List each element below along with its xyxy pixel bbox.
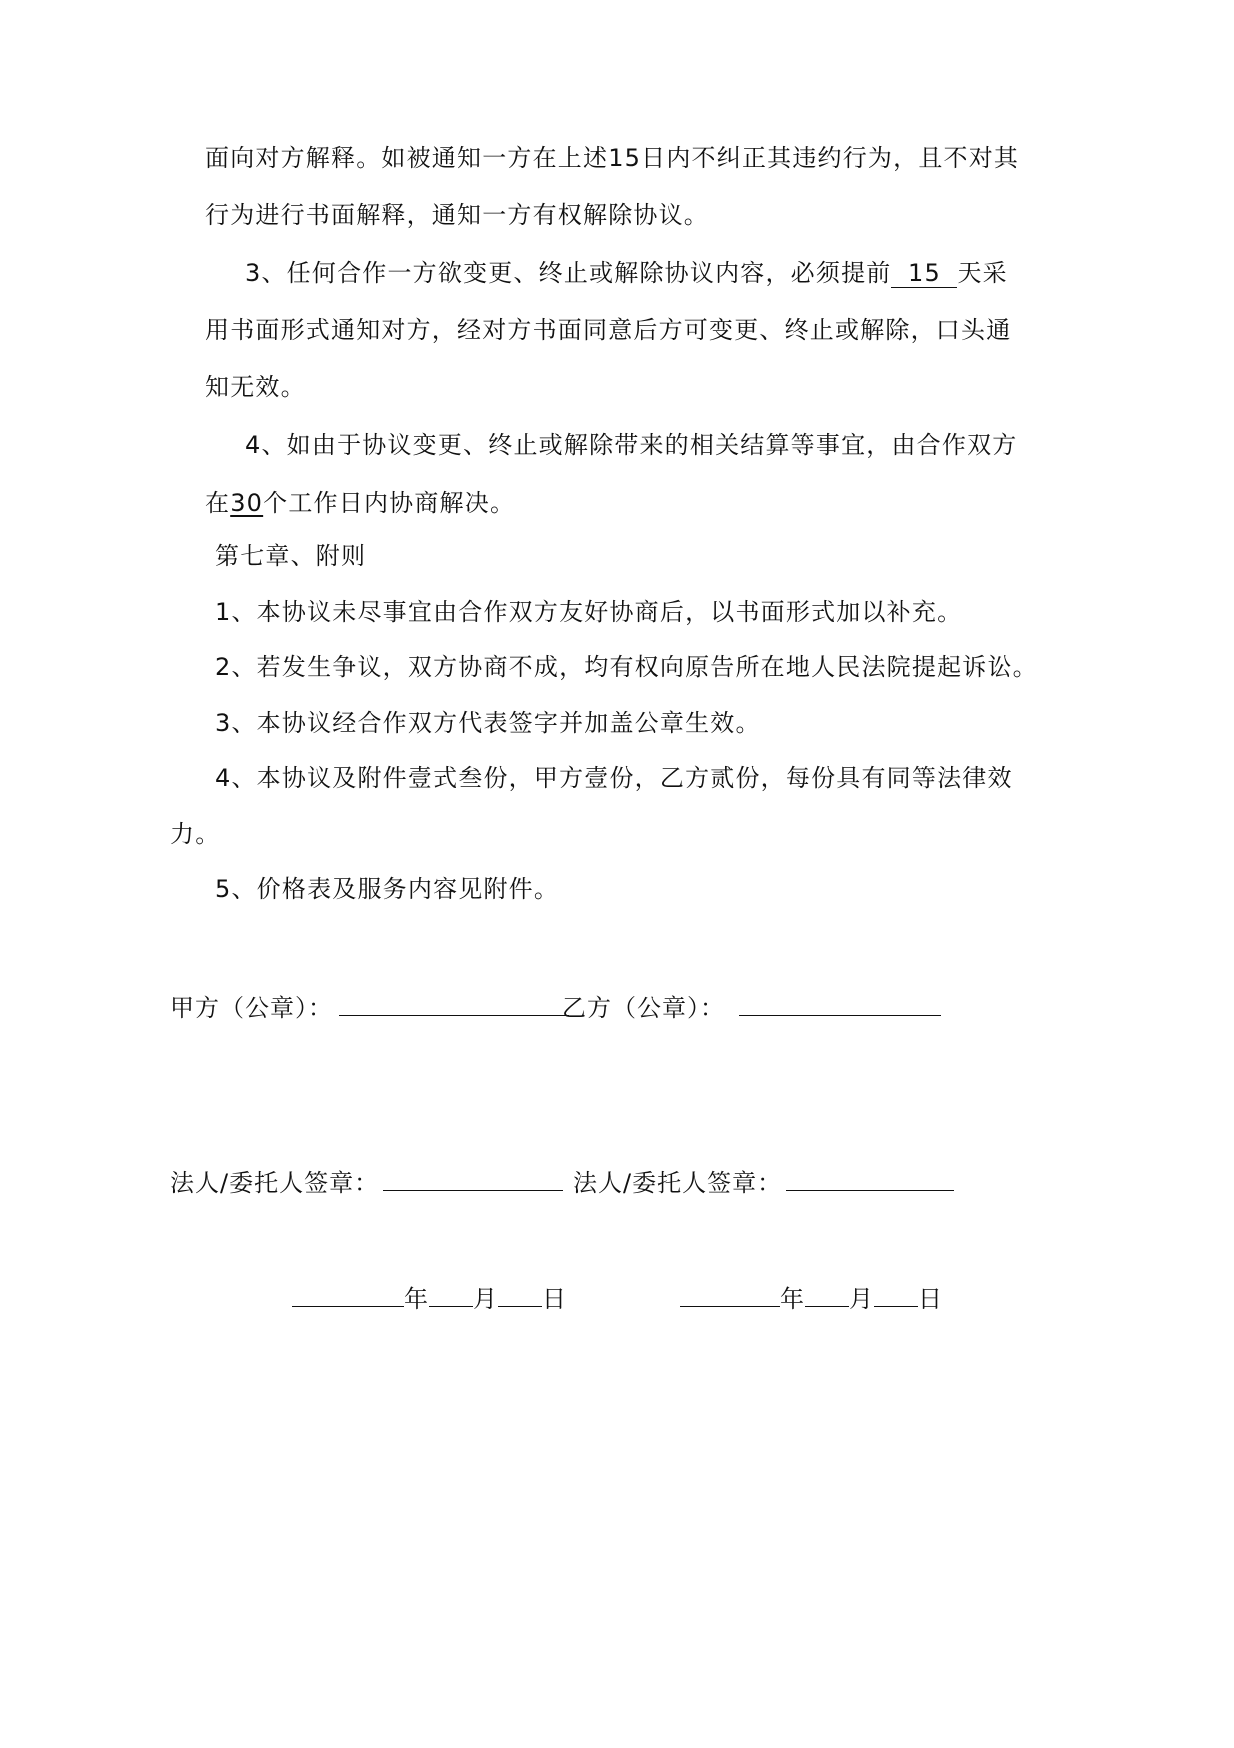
list-item: 4、本协议及附件壹式叁份，甲方壹份，乙方贰份，每份具有同等法律效: [215, 764, 1013, 792]
date-a-day-field[interactable]: [498, 1306, 542, 1307]
settlement-days-field: 30: [230, 489, 264, 517]
rep-b-signature-line[interactable]: [786, 1190, 954, 1191]
clause-4-post: 个工作日内协商解决。: [263, 489, 516, 517]
rep-a-label: 法人/委托人签章：: [170, 1169, 380, 1197]
party-a-seal-line[interactable]: [339, 1015, 569, 1016]
rep-b-signature: [573, 1168, 954, 1198]
clause-4-pre: 在: [205, 489, 231, 517]
list-item: 2、若发生争议，双方协商不成，均有权向原告所在地人民法院提起诉讼。: [215, 653, 1038, 681]
clause-3: [245, 258, 1008, 288]
list-item: 3、本协议经合作双方代表签字并加盖公章生效。: [215, 709, 761, 737]
list-item-continuation: 力。: [170, 820, 221, 848]
date-a-year-field[interactable]: [292, 1306, 404, 1307]
day-label: 日: [918, 1285, 943, 1313]
paragraph-line: 知无效。: [205, 373, 306, 401]
date-b-year-field[interactable]: [680, 1306, 780, 1307]
year-label: 年: [404, 1285, 429, 1313]
clause-4: 4、如由于协议变更、终止或解除带来的相关结算等事宜，由合作双方: [245, 431, 1018, 459]
party-b-seal-line[interactable]: [739, 1015, 941, 1016]
clause-3-text: 3、任何合作一方欲变更、终止或解除协议内容，必须提前: [245, 259, 892, 287]
rep-a-signature: [170, 1168, 563, 1198]
date-b: [680, 1284, 943, 1314]
month-label: 月: [849, 1285, 874, 1313]
date-b-month-field[interactable]: [805, 1306, 849, 1307]
clause-4-line2: [205, 488, 515, 518]
date-b-day-field[interactable]: [874, 1306, 918, 1307]
clause-3-text-end: 天采: [957, 259, 1008, 287]
paragraph-line: 行为进行书面解释，通知一方有权解除协议。: [205, 201, 709, 229]
paragraph-line: 面向对方解释。如被通知一方在上述15日内不纠正其违约行为，且不对其: [205, 144, 1020, 172]
list-item: 5、价格表及服务内容见附件。: [215, 875, 560, 903]
list-item: 1、本协议未尽事宜由合作双方友好协商后，以书面形式加以补充。: [215, 598, 963, 626]
year-label: 年: [780, 1285, 805, 1313]
notice-days-field: 15: [891, 259, 957, 288]
party-b-seal: [562, 993, 941, 1023]
rep-b-label: 法人/委托人签章：: [573, 1169, 783, 1197]
date-a-month-field[interactable]: [429, 1306, 473, 1307]
chapter-title: 第七章、附则: [215, 542, 367, 570]
party-a-seal: [170, 993, 569, 1023]
party-b-label: 乙方（公章）：: [562, 994, 725, 1022]
month-label: 月: [473, 1285, 498, 1313]
paragraph-line: 用书面形式通知对方，经对方书面同意后方可变更、终止或解除，口头通: [205, 316, 1012, 344]
party-a-label: 甲方（公章）：: [170, 994, 333, 1022]
day-label: 日: [542, 1285, 567, 1313]
rep-a-signature-line[interactable]: [383, 1190, 563, 1191]
date-a: [292, 1284, 567, 1314]
